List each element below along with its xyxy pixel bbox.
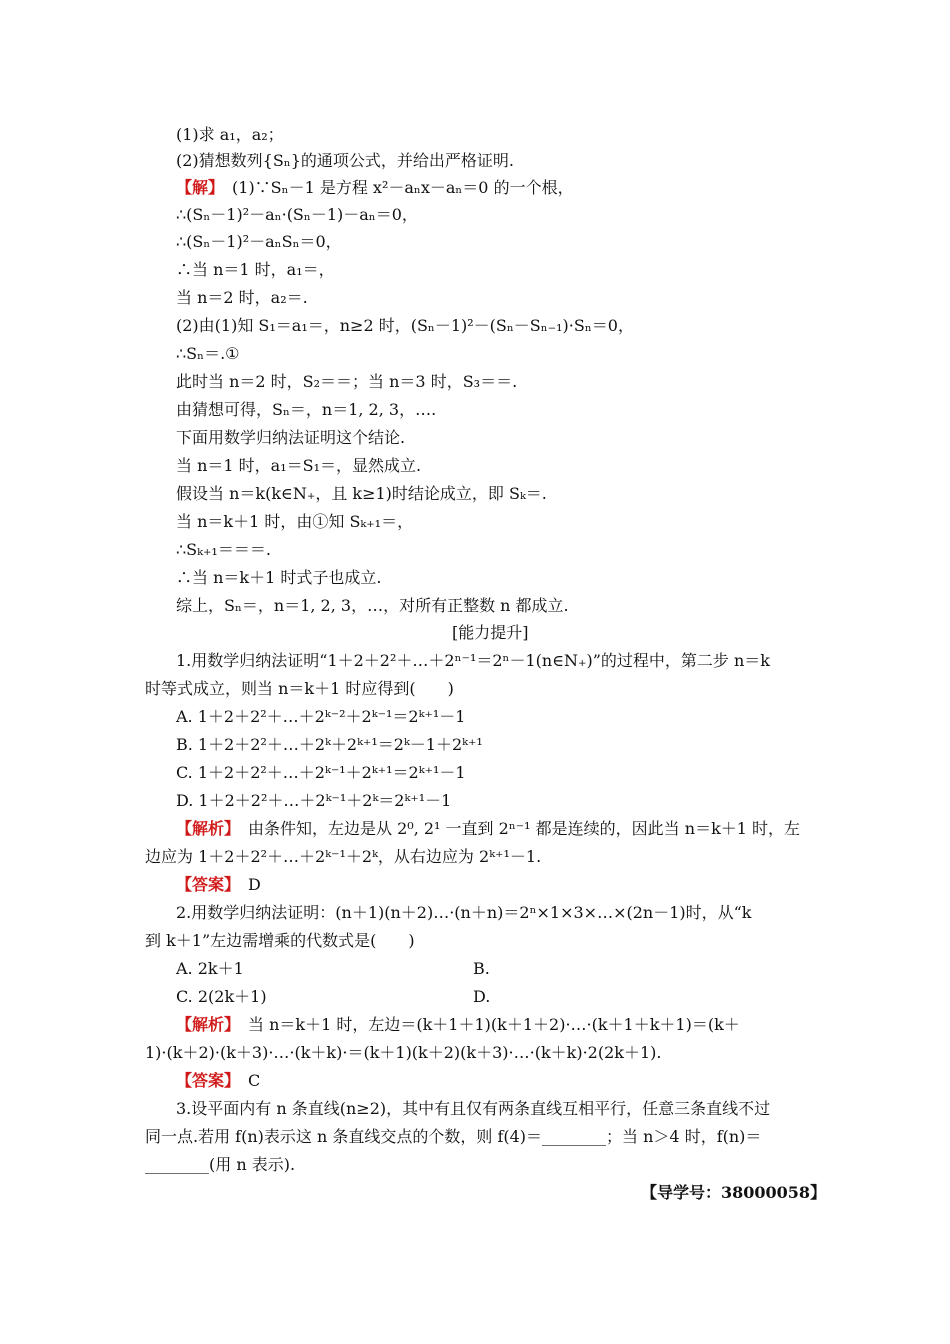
text-line xyxy=(145,844,541,870)
text-line xyxy=(176,900,752,926)
section-label: 【解析】 xyxy=(176,1015,233,1034)
text-line xyxy=(176,648,770,674)
text-line xyxy=(473,956,490,982)
line-text: 当 n＝k＋1 时，由①知 Sₖ₊₁＝， xyxy=(176,512,414,531)
line-text: ∴Sₙ＝.① xyxy=(176,344,240,363)
text-line xyxy=(176,341,240,367)
line-text: ________(用 n 表示). xyxy=(145,1155,296,1174)
line-text: (2)由(1)知 S₁＝a₁＝，n≥2 时，(Sₙ－1)²－(Sₙ－Sₙ₋₁)·Sₙ＝0， xyxy=(176,316,634,335)
text-line xyxy=(176,397,436,423)
text-line xyxy=(176,1068,260,1094)
guide-number: 【导学号：38000058】 xyxy=(641,1183,827,1202)
text-line xyxy=(176,453,421,479)
line-text: B. 1＋2＋2²＋…＋2ᵏ＋2ᵏ⁺¹＝2ᵏ－1＋2ᵏ⁺¹ xyxy=(176,735,483,754)
line-text: (2)猜想数列{Sₙ}的通项公式，并给出严格证明. xyxy=(176,151,514,170)
line-text: A. 2k＋1 xyxy=(176,959,244,978)
text-line xyxy=(176,481,547,507)
line-text: 1.用数学归纳法证明“1＋2＋2²＋…＋2ⁿ⁻¹＝2ⁿ－1(n∈N₊)”的过程中，第二步 n＝k xyxy=(176,651,770,670)
line-text: 下面用数学归纳法证明这个结论. xyxy=(176,428,406,447)
text-line xyxy=(176,984,267,1010)
line-text: 此时当 n＝2 时，S₂＝＝；当 n＝3 时，S₃＝＝. xyxy=(176,372,518,391)
text-line xyxy=(176,593,569,619)
text-line xyxy=(145,1152,295,1178)
text-line xyxy=(473,984,490,1010)
text-line xyxy=(176,285,308,311)
line-text: 1)·(k＋2)·(k＋3)·…·(k＋k)·＝(k＋1)(k＋2)(k＋3)·…·(k＋k)·2(2k＋1). xyxy=(145,1043,662,1062)
line-text: 2.用数学归纳法证明：(n＋1)(n＋2)…·(n＋n)＝2ⁿ×1×3×…×(2n－1)时，从“k xyxy=(176,903,752,922)
line-text: [能力提升] xyxy=(452,623,529,642)
text-line xyxy=(176,202,418,228)
text-line xyxy=(176,369,517,395)
text-line xyxy=(176,509,413,535)
line-text: C. 2(2k＋1) xyxy=(176,987,267,1006)
line-text: (1)求 a₁，a₂； xyxy=(176,125,284,144)
line-text: 综上，Sₙ＝，n＝1, 2, 3，…，对所有正整数 n 都成立. xyxy=(176,596,569,615)
line-text: 由猜想可得，Sₙ＝，n＝1, 2, 3，…. xyxy=(176,400,437,419)
line-text: (1)∵Sₙ－1 是方程 x²－aₙx－aₙ＝0 的一个根， xyxy=(216,178,574,197)
line-text: 假设当 n＝k(k∈N₊，且 k≥1)时结论成立，即 Sₖ＝. xyxy=(176,484,547,503)
line-text: D. 1＋2＋2²＋…＋2ᵏ⁻¹＋2ᵏ＝2ᵏ⁺¹－1 xyxy=(176,791,452,810)
text-line xyxy=(176,956,244,982)
text-line xyxy=(176,425,405,451)
line-text: ∴(Sₙ－1)²－aₙSₙ＝0， xyxy=(176,232,342,251)
line-text: ∴Sₖ₊₁＝＝＝. xyxy=(176,540,271,559)
text-line xyxy=(145,928,415,954)
text-line xyxy=(176,537,271,563)
text-line xyxy=(145,1040,661,1066)
text-line xyxy=(176,704,466,730)
line-text: D xyxy=(232,875,261,894)
text-line xyxy=(176,788,451,814)
line-text: ∴当 n＝k＋1 时式子也成立. xyxy=(176,568,382,587)
section-label: 【解】 xyxy=(176,178,217,197)
line-text: 同一点.若用 f(n)表示这 n 条直线交点的个数，则 f(4)＝________；当 n＞4 时，f(n)＝ xyxy=(145,1127,762,1146)
line-text: 当 n＝k＋1 时，左边＝(k＋1＋1)(k＋1＋2)·…·(k＋1＋k＋1)＝(k＋ xyxy=(232,1015,740,1034)
line-text: 到 k＋1”左边需增乘的代数式是( ) xyxy=(145,931,415,950)
line-text: 时等式成立，则当 n＝k＋1 时应得到( ) xyxy=(145,679,454,698)
text-line xyxy=(176,565,381,591)
line-text: ∴(Sₙ－1)²－aₙ·(Sₙ－1)－aₙ＝0， xyxy=(176,205,418,224)
text-line xyxy=(176,122,284,148)
line-text: 边应为 1＋2＋2²＋…＋2ᵏ⁻¹＋2ᵏ，从右边应为 2ᵏ⁺¹－1. xyxy=(145,847,542,866)
text-line xyxy=(145,1124,761,1150)
text-line xyxy=(176,313,634,339)
section-label: 【解析】 xyxy=(176,819,233,838)
line-text: B. xyxy=(473,959,490,978)
line-text: ∴当 n＝1 时，a₁＝， xyxy=(176,260,335,279)
text-line xyxy=(176,760,466,786)
text-line xyxy=(641,1180,826,1206)
line-text: 3.设平面内有 n 条直线(n≥2)，其中有且仅有两条直线互相平行，任意三条直线不过 xyxy=(176,1099,771,1118)
text-line xyxy=(176,148,514,174)
text-line xyxy=(176,257,335,283)
text-line xyxy=(176,732,483,758)
text-line xyxy=(176,229,342,255)
text-line xyxy=(176,175,574,201)
line-text: 由条件知，左边是从 2⁰, 2¹ 一直到 2ⁿ⁻¹ 都是连续的，因此当 n＝k＋1 时，左 xyxy=(232,819,801,838)
text-line xyxy=(145,676,454,702)
line-text: 当 n＝1 时，a₁＝S₁＝，显然成立. xyxy=(176,456,422,475)
line-text: C. 1＋2＋2²＋…＋2ᵏ⁻¹＋2ᵏ⁺¹＝2ᵏ⁺¹－1 xyxy=(176,763,466,782)
section-label: 【答案】 xyxy=(176,1071,233,1090)
line-text: A. 1＋2＋2²＋…＋2ᵏ⁻²＋2ᵏ⁻¹＝2ᵏ⁺¹－1 xyxy=(176,707,466,726)
line-text: D. xyxy=(473,987,491,1006)
text-line xyxy=(176,872,261,898)
text-line xyxy=(452,620,529,646)
text-line xyxy=(176,1096,770,1122)
text-line xyxy=(176,1012,740,1038)
line-text: C xyxy=(232,1071,261,1090)
text-line xyxy=(176,816,800,842)
section-label: 【答案】 xyxy=(176,875,233,894)
line-text: 当 n＝2 时，a₂＝. xyxy=(176,288,308,307)
